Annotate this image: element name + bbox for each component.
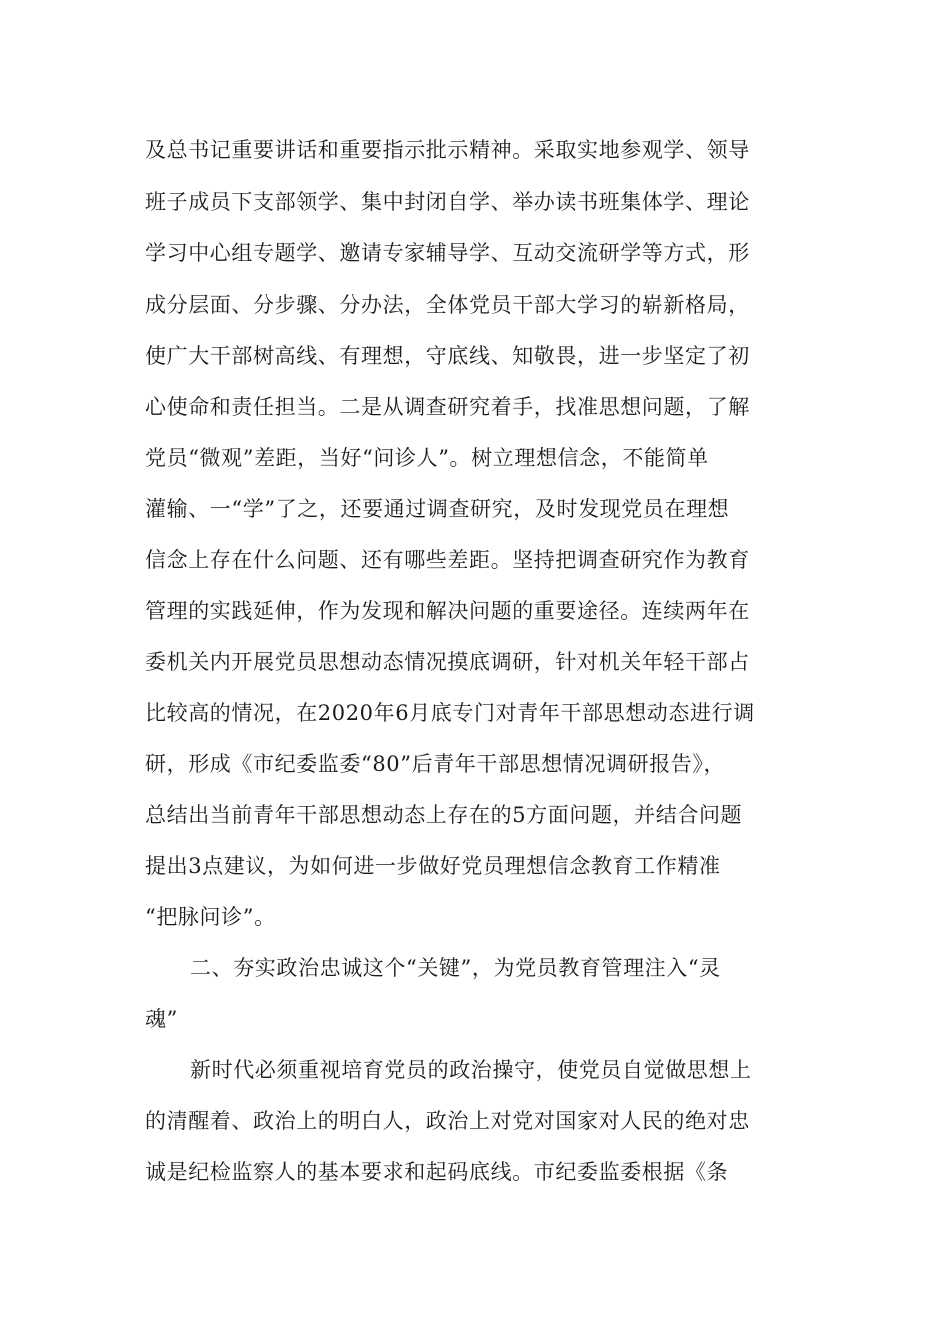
text-line: 成分层面、分步骤、分办法，全体党员干部大学习的崭新格局， xyxy=(145,293,750,317)
section-heading-continuation: 魂” xyxy=(145,1007,178,1031)
text-line: 提出3点建议，为如何进一步做好党员理想信念教育工作精准 xyxy=(145,854,721,878)
text-line: 总结出当前青年干部思想动态上存在的5方面问题，并结合问题 xyxy=(145,803,743,827)
text-line: 诚是纪检监察人的基本要求和起码底线。市纪委监委根据《条 xyxy=(145,1160,729,1184)
text-line: 比较高的情况，在2020年6月底专门对青年干部思想动态进行调 xyxy=(145,701,755,725)
text-line: 灌输、一“学”了之，还要通过调查研究，及时发现党员在理想 xyxy=(145,497,730,521)
text-line: 委机关内开展党员思想动态情况摸底调研，针对机关年轻干部占 xyxy=(145,650,750,674)
text-line: 班子成员下支部领学、集中封闭自学、举办读书班集体学、理论 xyxy=(145,190,750,214)
text-line: 管理的实践延伸，作为发现和解决问题的重要途径。连续两年在 xyxy=(145,599,750,623)
text-line: 学习中心组专题学、邀请专家辅导学、互动交流研学等方式，形 xyxy=(145,241,750,265)
text-line: 使广大干部树高线、有理想，守底线、知敬畏，进一步坚定了初 xyxy=(145,344,750,368)
text-line: 党员“微观”差距，当好“问诊人”。树立理想信念，不能简单 xyxy=(145,446,709,470)
text-line: 的清醒着、政治上的明白人，政治上对党对国家对人民的绝对忠 xyxy=(145,1109,750,1133)
section-heading: 二、夯实政治忠诚这个“关键”，为党员教育管理注入“灵 xyxy=(190,956,721,980)
text-line: 心使命和责任担当。二是从调查研究着手，找准思想问题，了解 xyxy=(145,395,750,419)
text-line: 及总书记重要讲话和重要指示批示精神。采取实地参观学、领导 xyxy=(145,138,750,162)
text-line: 信念上存在什么问题、还有哪些差距。坚持把调查研究作为教育 xyxy=(145,548,750,572)
text-line: 研，形成《市纪委监委“80”后青年干部思想情况调研报告》， xyxy=(145,752,726,776)
text-line: “把脉问诊”。 xyxy=(145,905,276,929)
text-line: 新时代必须重视培育党员的政治操守，使党员自觉做思想上 xyxy=(190,1058,752,1082)
